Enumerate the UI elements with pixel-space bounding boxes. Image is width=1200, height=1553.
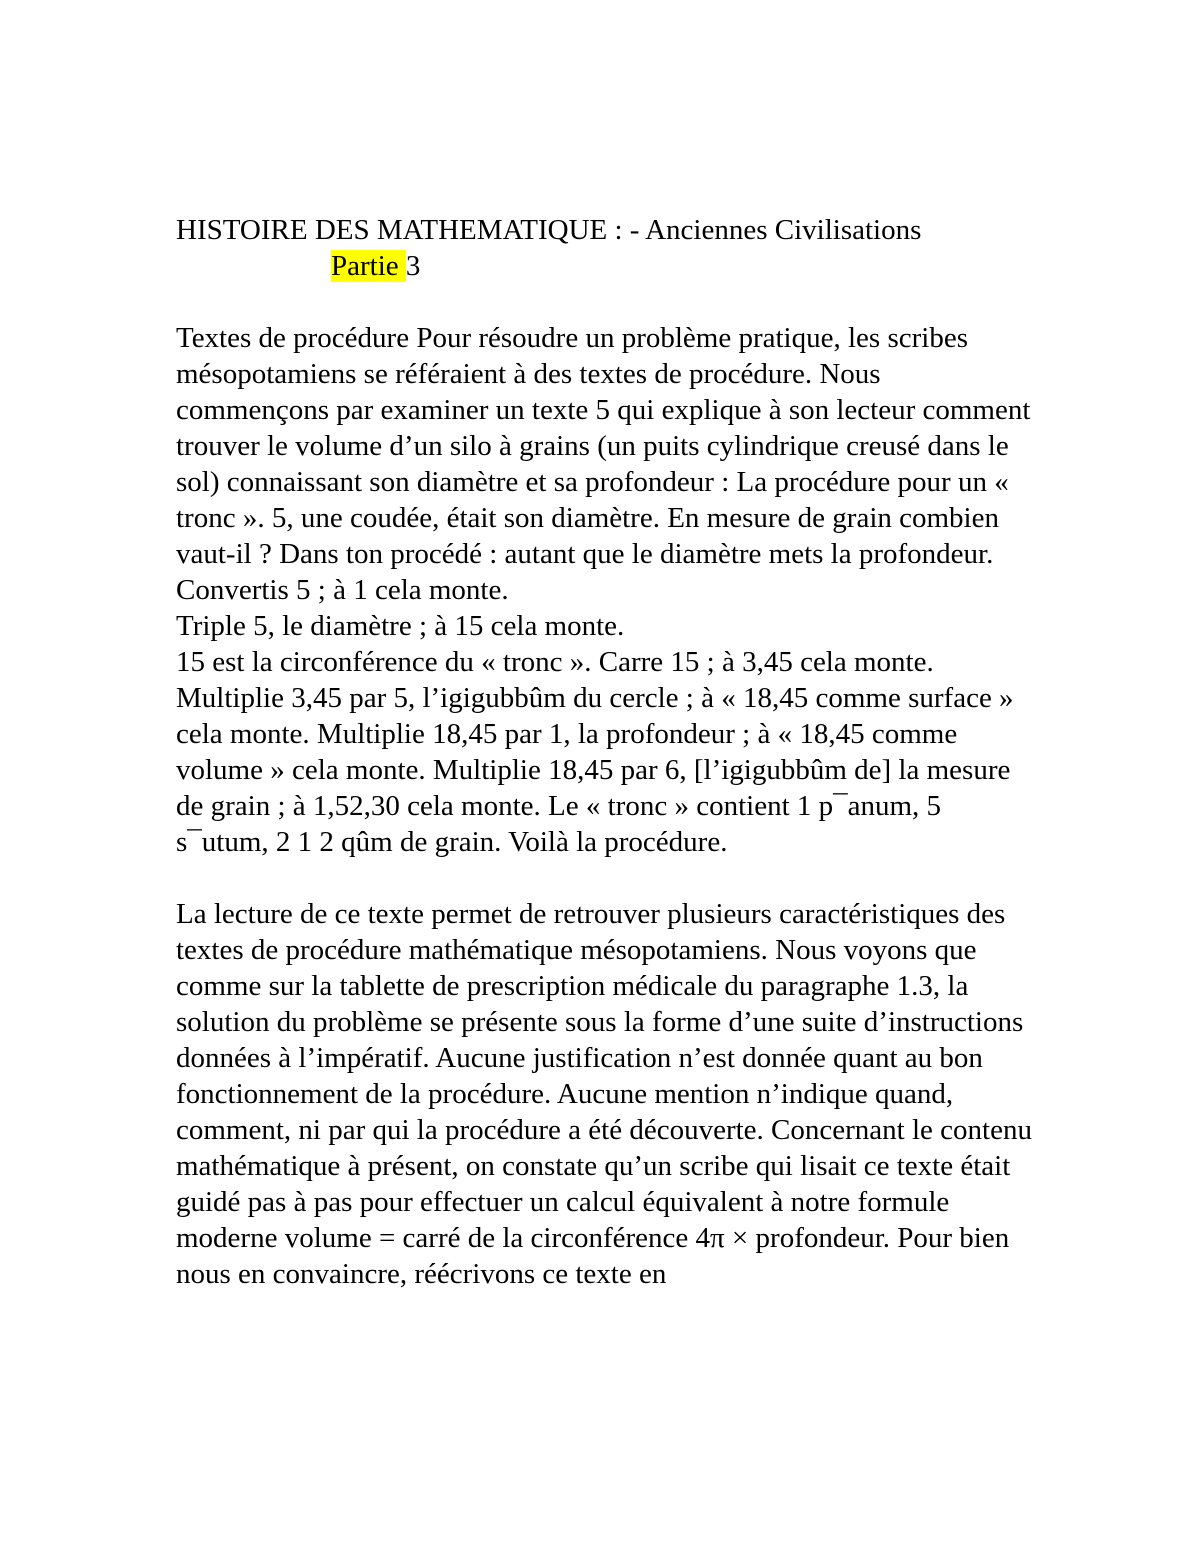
paragraph-analysis: La lecture de ce texte permet de retrouver plusieurs caractéristiques des textes de procédure mathématique mésopotamiens. Nous voyons que comme sur la tablette de prescription médicale du paragraphe 1.3, la solution du problème se présente sous la forme d’une suite d’instructions données à l’impératif. Aucune justification n’est donnée quant au bon fonctionnement de la procédure. Aucune mention n’indique quand, comment, ni par qui la procédure a été découverte. Concernant le contenu mathématique à présent, on constate qu’un scribe qui lisait ce texte était guidé pas à pas pour effectuer un calcul équivalent à notre formule moderne volume = carré de la circonférence 4π × profondeur. Pour bien nous en convaincre, réécrivons ce texte en	[176, 898, 1032, 1290]
spacer	[176, 284, 1036, 320]
paragraph-triple-line: Triple 5, le diamètre ; à 15 cela monte.	[176, 610, 625, 642]
part-label	[176, 248, 1036, 284]
spacer	[176, 860, 1036, 896]
document-title: HISTOIRE DES MATHEMATIQUE : - Anciennes Civilisations	[176, 214, 922, 246]
document-body	[176, 212, 1036, 1292]
part-highlight: Partie	[331, 250, 406, 282]
paragraph-procedure-intro: Textes de procédure Pour résoudre un problème pratique, les scribes mésopotamiens se référaient à des textes de procédure. Nous commençons par examiner un texte 5 qui explique à son lecteur comment trouver le volume d’un silo à grains (un puits cylindrique creusé dans le sol) connaissant son diamètre et sa profondeur : La procédure pour un « tronc ». 5, une coudée, était son diamètre. En mesure de grain combien vaut-il ? Dans ton procédé : autant que le diamètre mets la profondeur. Convertis 5 ; à 1 cela monte.	[176, 322, 1031, 606]
part-number: 3	[405, 250, 421, 282]
paragraph-procedure-steps: 15 est la circonférence du « tronc ». Carre 15 ; à 3,45 cela monte. Multiplie 3,45 par 5, l’igigubbûm du cercle ; à « 18,45 comme surface » cela monte. Multiplie 18,45 par 1, la profondeur ; à « 18,45 comme volume » cela monte. Multiplie 18,45 par 6, [l’igigubbûm de] la mesure de grain ; à 1,52,30 cela monte. Le « tronc » contient 1 p¯anum, 5 s¯utum, 2 1 2 qûm de grain. Voilà la procédure.	[176, 646, 1014, 858]
